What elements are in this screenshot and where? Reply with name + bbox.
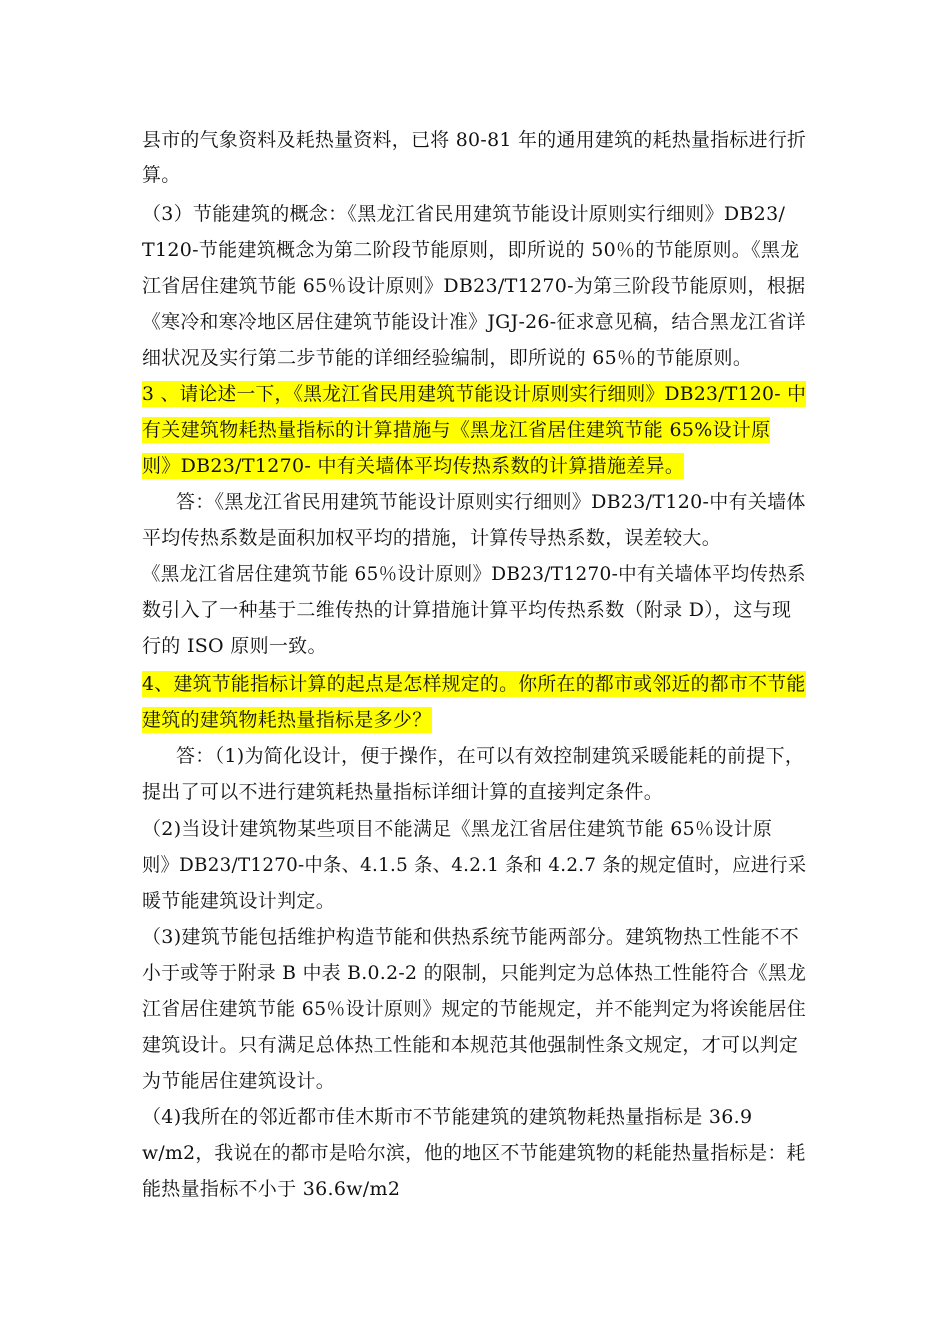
question-4-line [142, 668, 806, 700]
highlighted-text: 4、建筑节能指标计算的起点是怎样规定的。你所在的都市或邻近的都市不节能 [142, 673, 806, 695]
question-3-line [142, 450, 684, 482]
answer-3-line: 答：《黑龙江省民用建筑节能设计原则实行细则》DB23/T120-中有关墙体 [176, 491, 806, 513]
text-line: 能热量指标不小于 36.6w/m2 [142, 1178, 401, 1200]
text-line: 江省居住建筑节能 65％设计原则》规定的节能规定，并不能判定为将诶能居住 [142, 998, 807, 1020]
highlighted-text: 3 、请论述一下，《黑龙江省民用建筑节能设计原则实行细则》DB23/T120- 中 [142, 383, 807, 405]
text-line: 算。 [142, 164, 181, 186]
question-3-line [142, 378, 806, 410]
text-line: 为节能居住建筑设计。 [142, 1070, 336, 1092]
text-line: 提出了可以不进行建筑耗热量指标详细计算的直接判定条件。 [142, 781, 664, 803]
text-line: （4)我所在的邻近都市佳木斯市不节能建筑的建筑物耗热量指标是 36.9 [142, 1106, 753, 1128]
text-line: 建筑设计。只有满足总体热工性能和本规范其他强制性条文规定，才可以判定 [142, 1034, 799, 1056]
text-line: 则》DB23/T1270-中条、4.1.5 条、4.2.1 条和 4.2.7 条的规定值时，应进行采 [142, 854, 807, 876]
text-line: 数引入了一种基于二维传热的计算措施计算平均传热系数（附录 D），这与现 [142, 599, 792, 621]
text-line: 行的 ISO 原则一致。 [142, 635, 327, 657]
text-line: w/m2，我说在的都市是哈尔滨，他的地区不节能建筑物的耗能热量指标是：耗 [142, 1142, 806, 1164]
question-4-line [142, 704, 432, 736]
answer-4-line: 答：（1)为简化设计，便于操作，在可以有效控制建筑采暖能耗的前提下， [176, 745, 805, 767]
text-line: 暖节能建筑设计判定。 [142, 890, 336, 912]
text-line: 小于或等于附录 B 中表 B.0.2-2 的限制，只能判定为总体热工性能符合《黑龙 [142, 962, 807, 984]
text-line: （2)当设计建筑物某些项目不能满足《黑龙江省居住建筑节能 65％设计原 [142, 818, 773, 840]
text-line: 平均传热系数是面积加权平均的措施，计算传导热系数，误差较大。 [142, 527, 722, 549]
highlighted-text: 建筑的建筑物耗热量指标是多少？ [142, 709, 432, 731]
text-line: T120-节能建筑概念为第二阶段节能原则，即所说的 50％的节能原则。《黑龙 [142, 239, 800, 261]
text-line: 细状况及实行第二步节能的详细经验编制，即所说的 65％的节能原则。 [142, 347, 753, 369]
highlighted-text: 则》DB23/T1270- 中有关墙体平均传热系数的计算措施差异。 [142, 455, 685, 477]
text-line: 县市的气象资料及耗热量资料，已将 80-81 年的通用建筑的耗热量指标进行折 [142, 129, 807, 151]
highlighted-text: 有关建筑物耗热量指标的计算措施与《黑龙江省居住建筑节能 65%设计原 [142, 419, 771, 441]
text-line: 《寒冷和寒冷地区居住建筑节能设计准》JGJ-26-征求意见稿，结合黑龙江省详 [142, 311, 806, 333]
text-line: 《黑龙江省居住建筑节能 65％设计原则》DB23/T1270-中有关墙体平均传热系 [142, 563, 806, 585]
question-3-line [142, 414, 770, 446]
text-line: （3）节能建筑的概念：《黑龙江省民用建筑节能设计原则实行细则》DB23/ [142, 203, 786, 225]
text-line: 江省居住建筑节能 65％设计原则》DB23/T1270-为第三阶段节能原则，根据 [142, 275, 806, 297]
text-line: （3)建筑节能包括维护构造节能和供热系统节能两部分。建筑物热工性能不不 [142, 926, 800, 948]
